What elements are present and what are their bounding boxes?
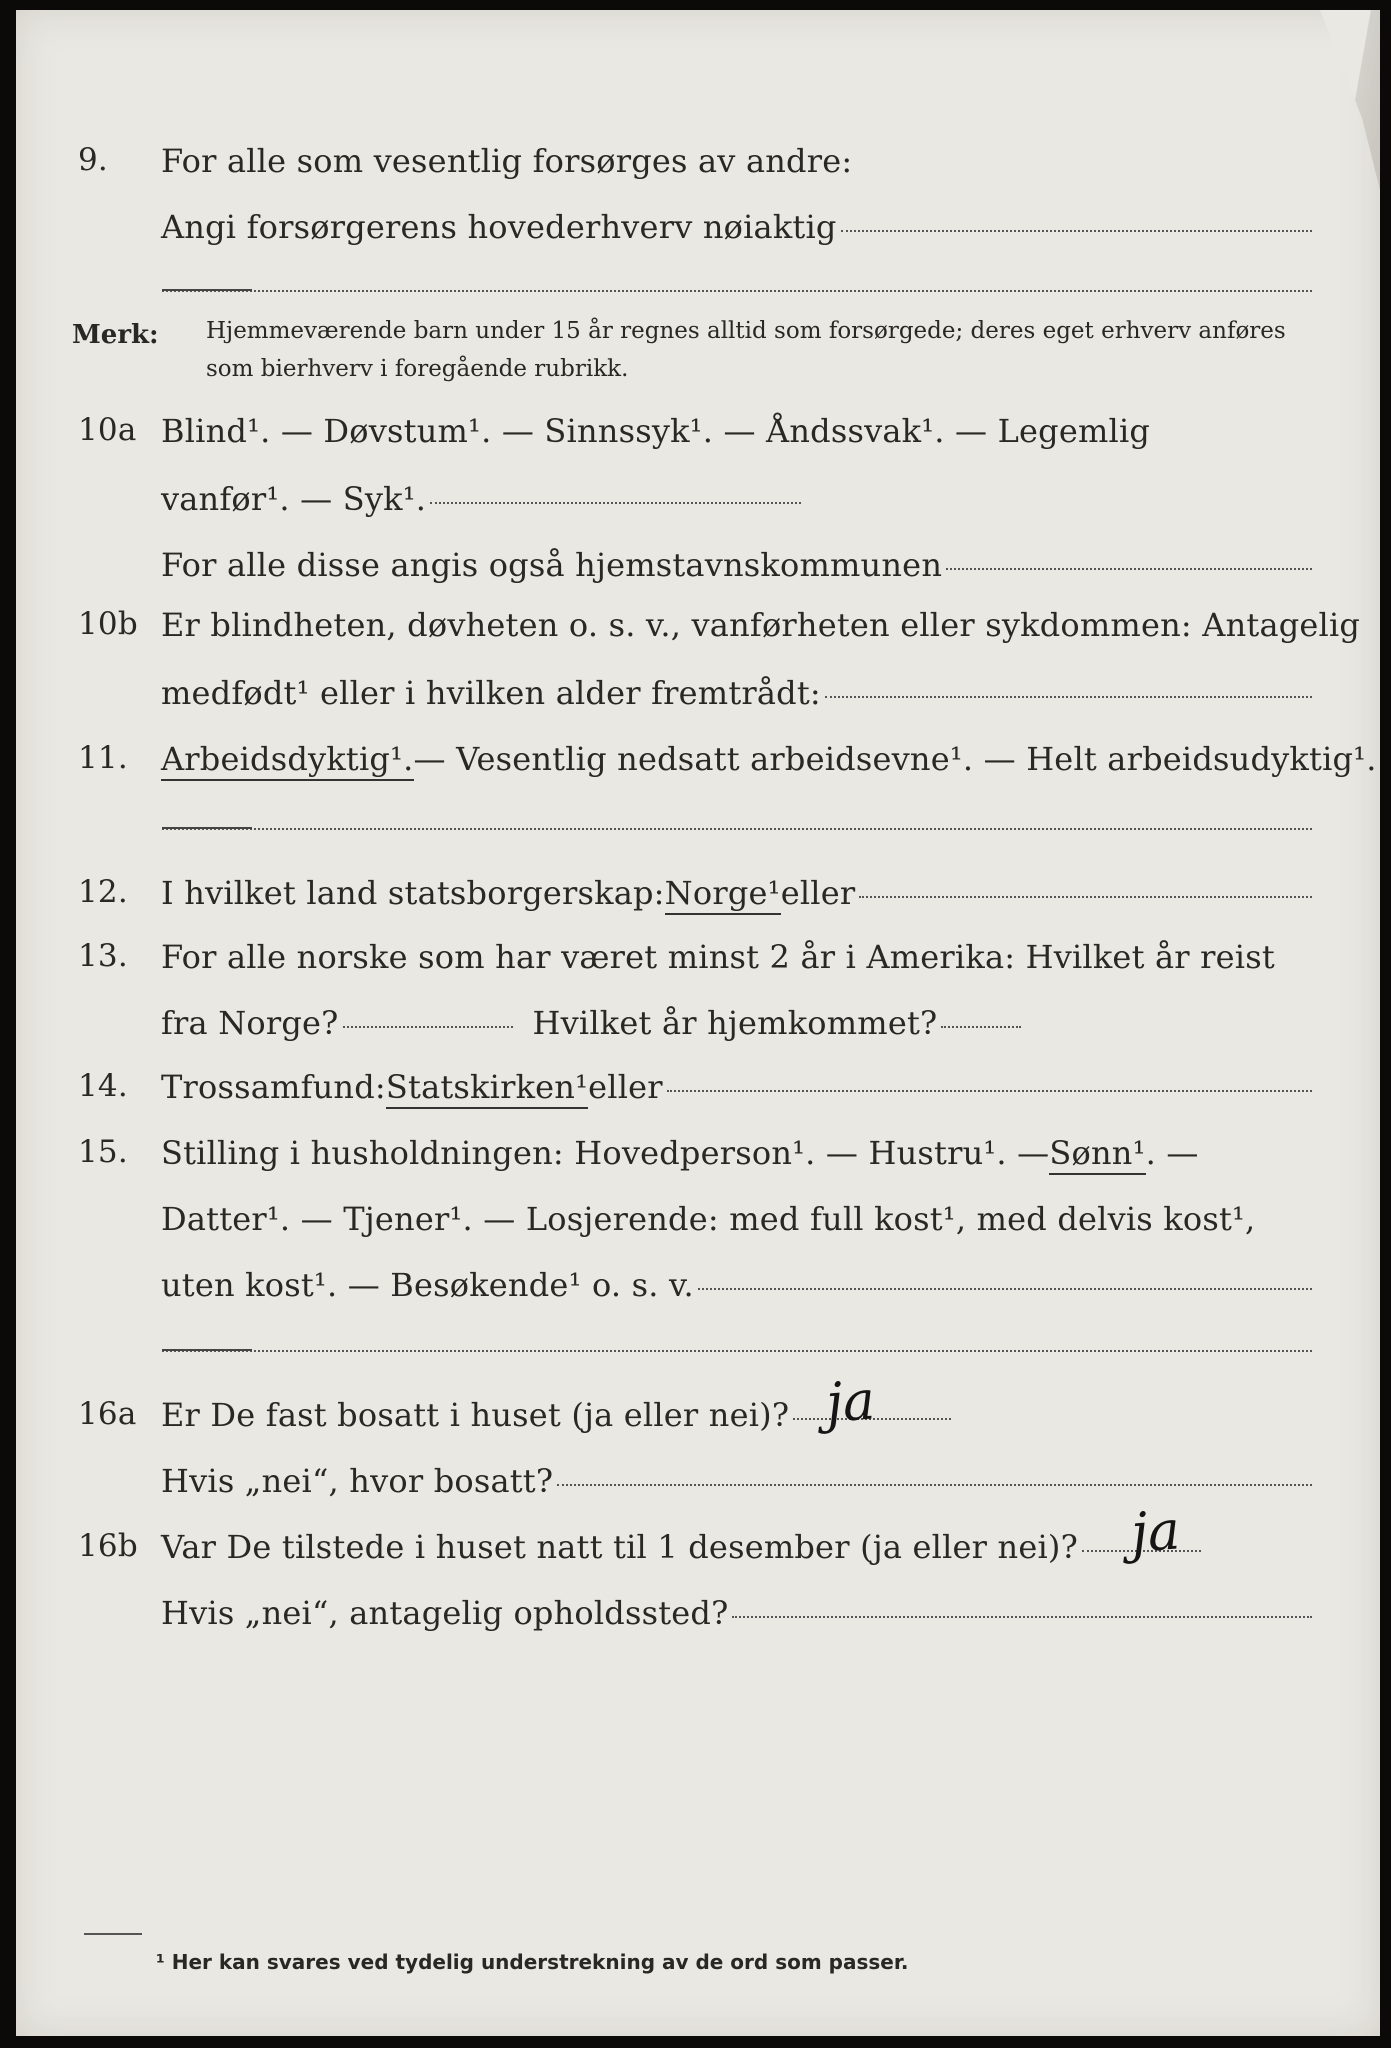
q10b-number: 10b <box>78 606 138 642</box>
q13-part-a: fra Norge? <box>161 1004 339 1042</box>
census-form-page <box>16 10 1380 2036</box>
q14-answer-field[interactable] <box>667 1090 1312 1092</box>
q11-rest: — Vesentlig nedsatt arbeidsevne¹. — Helt arbeidsudyktig¹. <box>413 740 1377 778</box>
q12-prefix: I hvilket land statsborgerskap: <box>161 874 665 912</box>
merk-text: Hjemmeværende barn under 15 år regnes alltid som forsørgede; deres eget erhverv anføres som bierhverv i foregående rubrikk. <box>206 318 1286 382</box>
q16a-handwritten-answer: ja <box>823 1368 878 1435</box>
q15-option-sonn[interactable]: Sønn¹ <box>1049 1134 1145 1175</box>
q13-line1: For alle norske som har været minst 2 år i Amerika: Hvilket år reist <box>161 938 1275 976</box>
q10a-sick-answer-field[interactable] <box>430 502 801 504</box>
footnote <box>156 1950 908 1974</box>
merk-label: Merk: <box>72 320 159 350</box>
q10a-municipality-field[interactable] <box>946 568 1312 570</box>
q16a-line1: Er De fast bosatt i huset (ja eller nei)? <box>161 1396 790 1434</box>
q13-emigrated-year-field[interactable] <box>343 1026 513 1028</box>
q10b-line2: medfødt¹ eller i hvilken alder fremtrådt: <box>161 674 821 712</box>
q14-option-statskirken[interactable]: Statskirken¹ <box>386 1068 588 1109</box>
q13-number: 13. <box>78 938 128 974</box>
q10a-line3: For alle disse angis også hjemstavnskommunen <box>161 546 943 584</box>
q12-option-norge[interactable]: Norge¹ <box>665 874 781 915</box>
q14-number: 14. <box>78 1068 128 1104</box>
q10b-answer-field[interactable] <box>825 696 1312 698</box>
q12-answer-field[interactable] <box>859 896 1312 898</box>
q15-number: 15. <box>78 1134 128 1170</box>
q10a-number: 10a <box>78 412 137 448</box>
q13-part-b: Hvilket år hjemkommet? <box>532 1004 938 1042</box>
q15-line1-a: Stilling i husholdningen: Hovedperson¹. — Hustru¹. — <box>161 1134 1050 1172</box>
q15-extra-answer-line[interactable] <box>162 1350 1312 1352</box>
q16b-number: 16b <box>78 1528 138 1564</box>
q11-extra-answer-line[interactable] <box>162 828 1312 830</box>
q9-answer-field[interactable] <box>841 230 1312 232</box>
q15-line1-b: . — <box>1145 1134 1199 1172</box>
q16a-line2: Hvis „nei“, hvor bosatt? <box>161 1462 554 1500</box>
page-corner-fold <box>1320 10 1380 190</box>
q15-answer-field[interactable] <box>698 1288 1312 1290</box>
q14-prefix: Trossamfund: <box>161 1068 386 1106</box>
q11-option-arbeidsdyktig[interactable]: Arbeidsdyktig¹. <box>161 740 414 781</box>
q9-number: 9. <box>78 142 108 178</box>
q16b-handwritten-answer: ja <box>1128 1498 1183 1565</box>
footnote-text: Her kan svares ved tydelig understrekning av de ord som passer. <box>171 1950 909 1974</box>
q16a-residence-field[interactable] <box>557 1484 1312 1486</box>
q10a-line2: vanfør¹. — Syk¹. <box>161 480 427 518</box>
q12-number: 12. <box>78 874 128 910</box>
q11-number: 11. <box>78 740 128 776</box>
q16b-line2: Hvis „nei“, antagelig opholdssted? <box>161 1594 729 1632</box>
footnote-marker: ¹ <box>156 1950 165 1974</box>
q9-extra-answer-line[interactable] <box>162 290 1312 292</box>
q12-suffix: eller <box>780 874 856 912</box>
q16b-line1: Var De tilstede i huset natt til 1 desember (ja eller nei)? <box>161 1528 1078 1566</box>
q15-line2: Datter¹. — Tjener¹. — Losjerende: med full kost¹, med delvis kost¹, <box>161 1200 1256 1238</box>
q16b-whereabouts-field[interactable] <box>732 1616 1312 1618</box>
footnote-divider <box>84 1933 142 1935</box>
q13-returned-year-field[interactable] <box>941 1026 1021 1028</box>
q16a-number: 16a <box>78 1396 137 1432</box>
q9-line2: Angi forsørgerens hovederhverv nøiaktig <box>161 208 837 246</box>
q10b-line1: Er blindheten, døvheten o. s. v., vanførheten eller sykdommen: Antagelig <box>161 606 1361 644</box>
q9-line1: For alle som vesentlig forsørges av andre: <box>161 142 853 180</box>
q15-line3: uten kost¹. — Besøkende¹ o. s. v. <box>161 1266 694 1304</box>
q10a-line1: Blind¹. — Døvstum¹. — Sinnssyk¹. — Åndssvak¹. — Legemlig <box>161 412 1151 450</box>
q14-suffix: eller <box>588 1068 663 1106</box>
